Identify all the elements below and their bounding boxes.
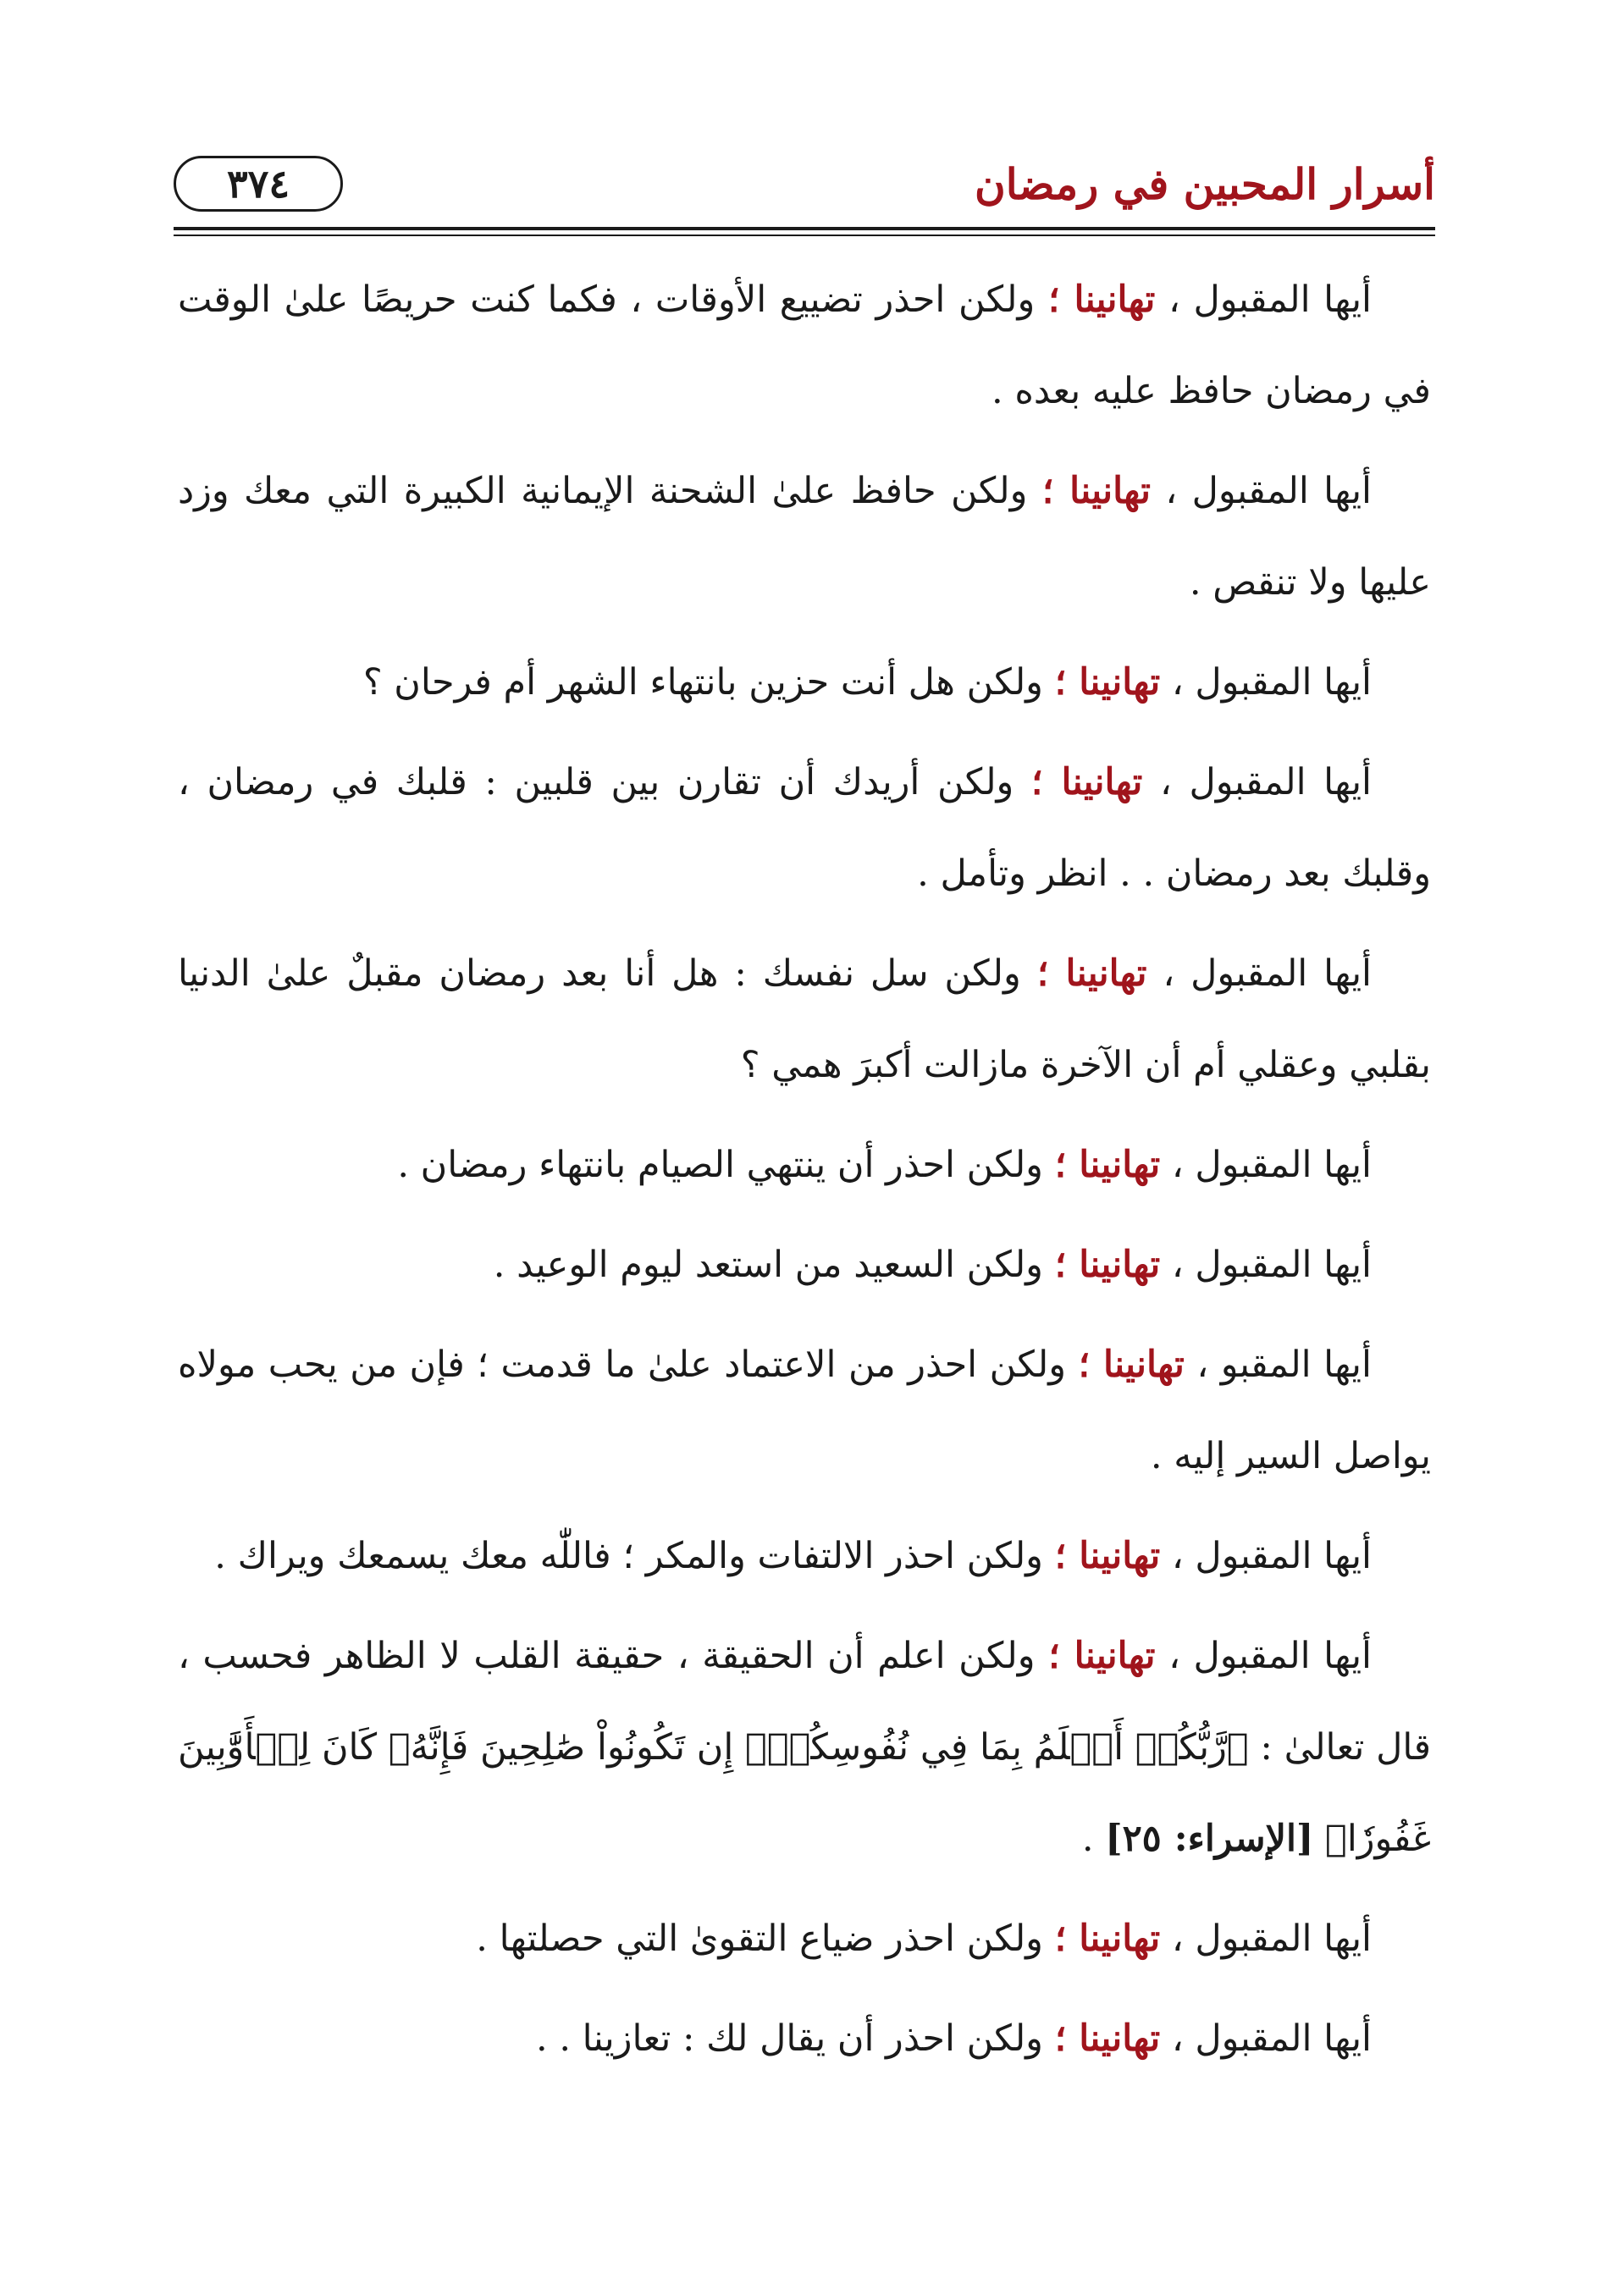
paragraph-text: ولكن احذر أن ينتهي الصيام بانتهاء رمضان . — [397, 1144, 1043, 1186]
paragraph-text: ولكن السعيد من استعد ليوم الوعيد . — [493, 1244, 1043, 1286]
paragraph-text: ولكن احذر ضياع التقوىٰ التي حصلتها . — [476, 1918, 1043, 1960]
paragraph-highlight: تهانينا ؛ — [1054, 2017, 1161, 2060]
verse-reference: [الإسراء: ٢٥] — [1105, 1818, 1314, 1860]
paragraph — [178, 737, 1431, 919]
paragraph-text: ولكن هل أنت حزين بانتهاء الشهر أم فرحان ؟ — [362, 661, 1043, 704]
paragraph-lead: أيها المقبول ، — [1171, 2017, 1372, 2060]
paragraph-highlight: تهانينا ؛ — [1036, 952, 1147, 995]
book-title: أسرار المحبين في رمضان — [975, 159, 1435, 209]
paragraph-text: ولكن اعلم أن الحقيقة ، حقيقة القلب لا الظاهر فحسب ، قال تعالىٰ : — [178, 1635, 1431, 1769]
paragraph — [178, 1993, 1431, 2084]
paragraph-tail: . — [1081, 1818, 1094, 1860]
paragraph-lead: أيها المقبول ، — [1163, 952, 1372, 995]
header-rule-thin — [174, 235, 1435, 236]
page-header — [174, 151, 1435, 218]
paragraph — [178, 1893, 1431, 1984]
paragraph-highlight: تهانينا ؛ — [1047, 279, 1156, 321]
paragraph-text: ولكن احذر من الاعتماد علىٰ ما قدمت ؛ فإن من يحب مولاه يواصل السير إليه . — [178, 1344, 1431, 1477]
paragraph — [178, 1119, 1431, 1211]
paragraph — [178, 1510, 1431, 1602]
paragraph — [178, 1319, 1431, 1502]
paragraph-lead: أيها المقبو ، — [1196, 1344, 1372, 1386]
paragraph-lead: أيها المقبول ، — [1171, 1918, 1372, 1960]
paragraph-lead: أيها المقبول ، — [1171, 661, 1372, 704]
paragraph — [178, 637, 1431, 728]
paragraph-highlight: تهانينا ؛ — [1078, 1344, 1185, 1386]
paragraph-lead: أيها المقبول ، — [1165, 470, 1372, 512]
paragraph-lead: أيها المقبول ، — [1171, 1535, 1372, 1577]
paragraph — [178, 254, 1431, 437]
page-number-frame — [174, 156, 343, 212]
paragraph-lead: أيها المقبول ، — [1168, 1635, 1372, 1677]
paragraph-text: ولكن احذر الالتفات والمكر ؛ فاللّٰه معك يسمعك ويراك . — [214, 1535, 1043, 1577]
paragraph-highlight: تهانينا ؛ — [1054, 1918, 1161, 1960]
paragraph-lead: أيها المقبول ، — [1171, 1244, 1372, 1286]
paragraph-lead: أيها المقبول ، — [1171, 1144, 1372, 1186]
paragraph — [178, 1219, 1431, 1311]
paragraph-text: ولكن حافظ علىٰ الشحنة الإيمانية الكبيرة التي معك وزد عليها ولا تنقص . — [178, 470, 1431, 604]
paragraph-lead: أيها المقبول ، — [1168, 279, 1372, 321]
paragraph — [178, 1610, 1431, 1885]
paragraph-lead: أيها المقبول ، — [1160, 761, 1372, 803]
paragraph-highlight: تهانينا ؛ — [1041, 470, 1152, 512]
page-number: ٣٧٤ — [226, 161, 290, 207]
paragraph-highlight: تهانينا ؛ — [1054, 1535, 1161, 1577]
paragraph-highlight: تهانينا ؛ — [1048, 1635, 1156, 1677]
paragraph-highlight: تهانينا ؛ — [1054, 1244, 1161, 1286]
paragraph — [178, 445, 1431, 628]
paragraph-highlight: تهانينا ؛ — [1030, 761, 1143, 803]
paragraph-text: ولكن سل نفسك : هل أنا بعد رمضان مقبلٌ علىٰ الدنيا بقلبي وعقلي أم أن الآخرة مازالت أكبرَ همي ؟ — [178, 952, 1431, 1086]
paragraph-text: ولكن احذر تضييع الأوقات ، فكما كنت حريصًا علىٰ الوقت في رمضان حافظ عليه بعده . — [178, 279, 1431, 412]
paragraph-text: ولكن أريدك أن تقارن بين قلبين : قلبك في رمضان ، وقلبك بعد رمضان . . انظر وتأمل . — [178, 761, 1431, 895]
quran-verse: ﴿رَّبُّكُمۡ أَعۡلَمُ بِمَا فِي نُفُوسِكُمۡۚ إِن تَكُونُواْ صَٰلِحِينَ فَإِنَّهُۥ كَانَ لِلۡأَوَّٰبِينَ غَفُورٗا﴾ — [178, 1726, 1431, 1860]
header-rule-thick — [174, 227, 1435, 230]
page-body — [178, 254, 1431, 2093]
paragraph-text: ولكن احذر أن يقال لك : تعازينا . . — [536, 2017, 1043, 2060]
paragraph-highlight: تهانينا ؛ — [1054, 661, 1161, 704]
paragraph-highlight: تهانينا ؛ — [1054, 1144, 1161, 1186]
paragraph — [178, 928, 1431, 1111]
